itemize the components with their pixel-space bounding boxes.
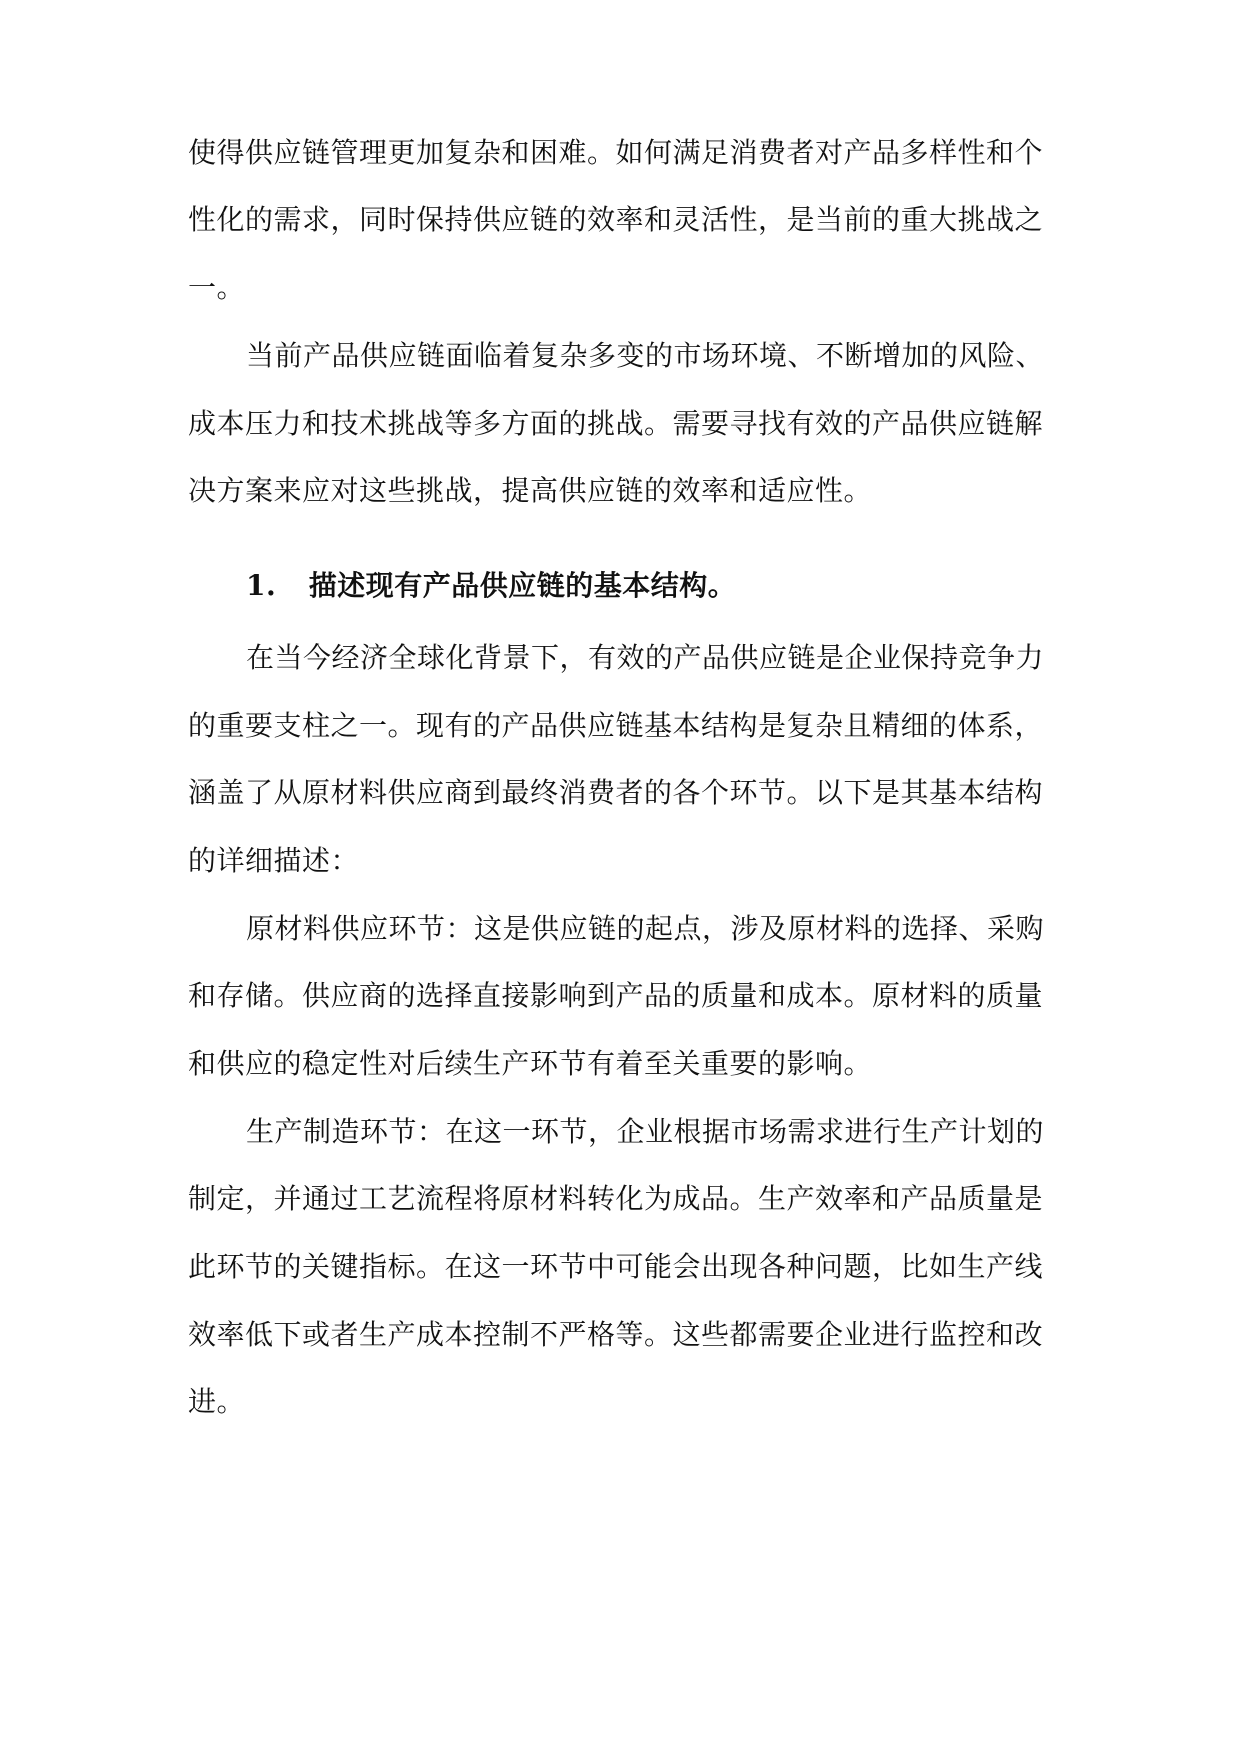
paragraph-line: 当前产品供应链面临着复杂多变的市场环境、不断增加的风险、	[246, 339, 1045, 372]
paragraph-line: 此环节的关键指标。在这一环节中可能会出现各种问题，比如生产线	[188, 1250, 1044, 1283]
paragraph-line: 和供应的稳定性对后续生产环节有着至关重要的影响。	[188, 1047, 873, 1080]
paragraph-line: 在当今经济全球化背景下，有效的产品供应链是企业保持竞争力	[246, 641, 1045, 674]
paragraph-line: 涵盖了从原材料供应商到最终消费者的各个环节。以下是其基本结构	[188, 776, 1044, 809]
heading-text: 描述现有产品供应链的基本结构。	[308, 569, 737, 602]
paragraph-line: 生产制造环节：在这一环节，企业根据市场需求进行生产计划的	[246, 1115, 1045, 1148]
heading-number: 1.	[246, 569, 277, 602]
paragraph-line: 一。	[188, 271, 246, 304]
paragraph-line: 效率低下或者生产成本控制不严格等。这些都需要企业进行监控和改	[188, 1318, 1044, 1351]
paragraph-line: 使得供应链管理更加复杂和困难。如何满足消费者对产品多样性和个	[188, 136, 1044, 169]
paragraph-line: 的详细描述：	[188, 844, 360, 877]
paragraph-line: 成本压力和技术挑战等多方面的挑战。需要寻找有效的产品供应链解	[188, 407, 1044, 440]
paragraph-line: 的重要支柱之一。现有的产品供应链基本结构是复杂且精细的体系，	[188, 709, 1044, 742]
paragraph-line: 原材料供应环节：这是供应链的起点，涉及原材料的选择、采购	[246, 912, 1045, 945]
paragraph-line: 性化的需求，同时保持供应链的效率和灵活性，是当前的重大挑战之	[188, 203, 1044, 236]
paragraph-line: 决方案来应对这些挑战，提高供应链的效率和适应性。	[188, 474, 873, 507]
section-heading	[246, 566, 736, 606]
paragraph-line: 和存储。供应商的选择直接影响到产品的质量和成本。原材料的质量	[188, 979, 1044, 1012]
paragraph-line: 制定，并通过工艺流程将原材料转化为成品。生产效率和产品质量是	[188, 1182, 1044, 1215]
paragraph-line: 进。	[188, 1385, 246, 1418]
